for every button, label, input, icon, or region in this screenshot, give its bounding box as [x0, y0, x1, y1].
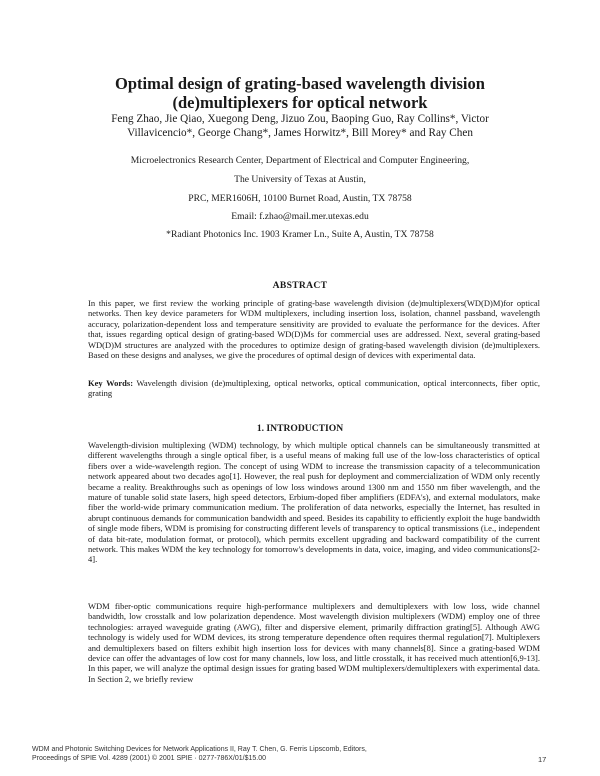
- affiliation-line-1: Microelectronics Research Center, Department of Electrical and Computer Engineering,: [130, 155, 470, 166]
- affiliation-line-3: PRC, MER1606H, 10100 Burnet Road, Austin, TX 78758: [188, 193, 412, 204]
- page-number: 17: [538, 755, 547, 764]
- title-line-2: (de)multiplexers for optical network: [172, 93, 428, 112]
- abstract-text: In this paper, we first review the working principle of grating-base wavelength division (de)multiplexers(WD(D)M)for optical networks. Then key device parameters for WDM multiplexers, including insertion loss, isolation, channel passband, wavelength accuracy, polarization-dependent loss and temperature sensitivity are provided to evaluate the performance for the devices. After that, issues regarding optical design of grating-based WD(D)Ms for commercial uses are addressed. Next, several grating-based WD(D)M structures are analyzed with the procedures to optimize design of grating-based wavelength division (de)multiplexers. Based on these designs and analyses, we give the procedures of optimal design of devices with experimental data.: [88, 298, 540, 361]
- authors-line-2: Villavicencio*, George Chang*, James Horwitz*, Bill Morey* and Ray Chen: [127, 127, 473, 139]
- authors-line-1: Feng Zhao, Jie Qiao, Xuegong Deng, Jizuo Zou, Baoping Guo, Ray Collins*, Victor: [111, 113, 489, 125]
- affiliation-line-4: *Radiant Photonics Inc. 1903 Kramer Ln., Suite A, Austin, TX 78758: [166, 229, 434, 240]
- keywords-label: Key Words:: [88, 378, 134, 388]
- title-line-1: Optimal design of grating-based wavelength division: [115, 74, 485, 93]
- intro-paragraph-2: WDM fiber-optic communications require high-performance multiplexers and demultiplexers with low loss, wide channel bandwidth, low crosstalk and low polarization dependence. Most wavelength division multiplexers (WDM) employ one of three technologies: arrayed waveguide grating (AWG), filter and dispersive element, primarily diffraction grating[5]. Although AWG technology is widely used for WDM devices, its strong temperature dependence often requires thermal regulation[7]. Multiplexers and demultiplexers based on filters exhibit high insertion loss for devices with many channels[8]. Since a grating-based WDM device can offer the advantages of low cost for many channels, low loss, and little crosstalk, it has received much attention[6,9-13]. In this paper, we will analyze the optimal design issues for grating based WDM multiplexers/demultiplexers with experimental data. In Section 2, we briefly review: [88, 601, 540, 684]
- affiliation-line-2: The University of Texas at Austin,: [234, 174, 366, 185]
- keywords-text: Wavelength division (de)multiplexing, optical networks, optical communication, optical interconnects, fiber optic, grating: [88, 378, 540, 399]
- author-email: Email: f.zhao@mail.mer.utexas.edu: [231, 211, 369, 222]
- abstract-heading: ABSTRACT: [272, 280, 328, 291]
- intro-paragraph-1: Wavelength-division multiplexing (WDM) technology, by which multiple optical channels can be simultaneously transmitted at different wavelengths through a single optical fiber, is a useful means of making full use of the low-loss characteristics of optical fibers over a wide-wavelength region. The concept of using WDM to increase the transmission capacity of a telecommunication network appeared about two decades ago[1]. However, the real push for deployment and commercialization of WDM only recently became a reality. Breakthroughs such as openings of low loss windows around 1300 nm and 1550 nm fiber wavelength, and the mature of tunable solid state lasers, high speed detectors, Erbium-doped fiber amplifiers (EDFA's), and external modulators, make fiber the world-wide primary communication medium. The proliferation of data networks, especially the Internet, has resulted in abrupt continuous demands for communication bandwidth and speed. Besides its capability to efficiently exploit the huge bandwidth of single mode fibers, WDM is promising for constructing different levels of transparency to optical transmissions (i.e., independent of data bit-rate, modulation format, or protocol), which permits excellent upgrading and backward compatibility of the current network. This makes WDM the key technology for tomorrow's developments in data, voice, imaging, and video communications[2-4].: [88, 440, 540, 565]
- author-list: [100, 112, 500, 140]
- page-footer: [32, 745, 462, 763]
- footer-line-2: Proceedings of SPIE Vol. 4289 (2001) © 2001 SPIE · 0277-786X/01/$15.00: [32, 755, 266, 762]
- section-heading-introduction: 1. INTRODUCTION: [256, 423, 344, 434]
- keywords: [88, 378, 540, 399]
- paper-title: [60, 74, 540, 112]
- footer-line-1: WDM and Photonic Switching Devices for Network Applications II, Ray T. Chen, G. Ferris Lipscomb, Editors,: [32, 746, 367, 753]
